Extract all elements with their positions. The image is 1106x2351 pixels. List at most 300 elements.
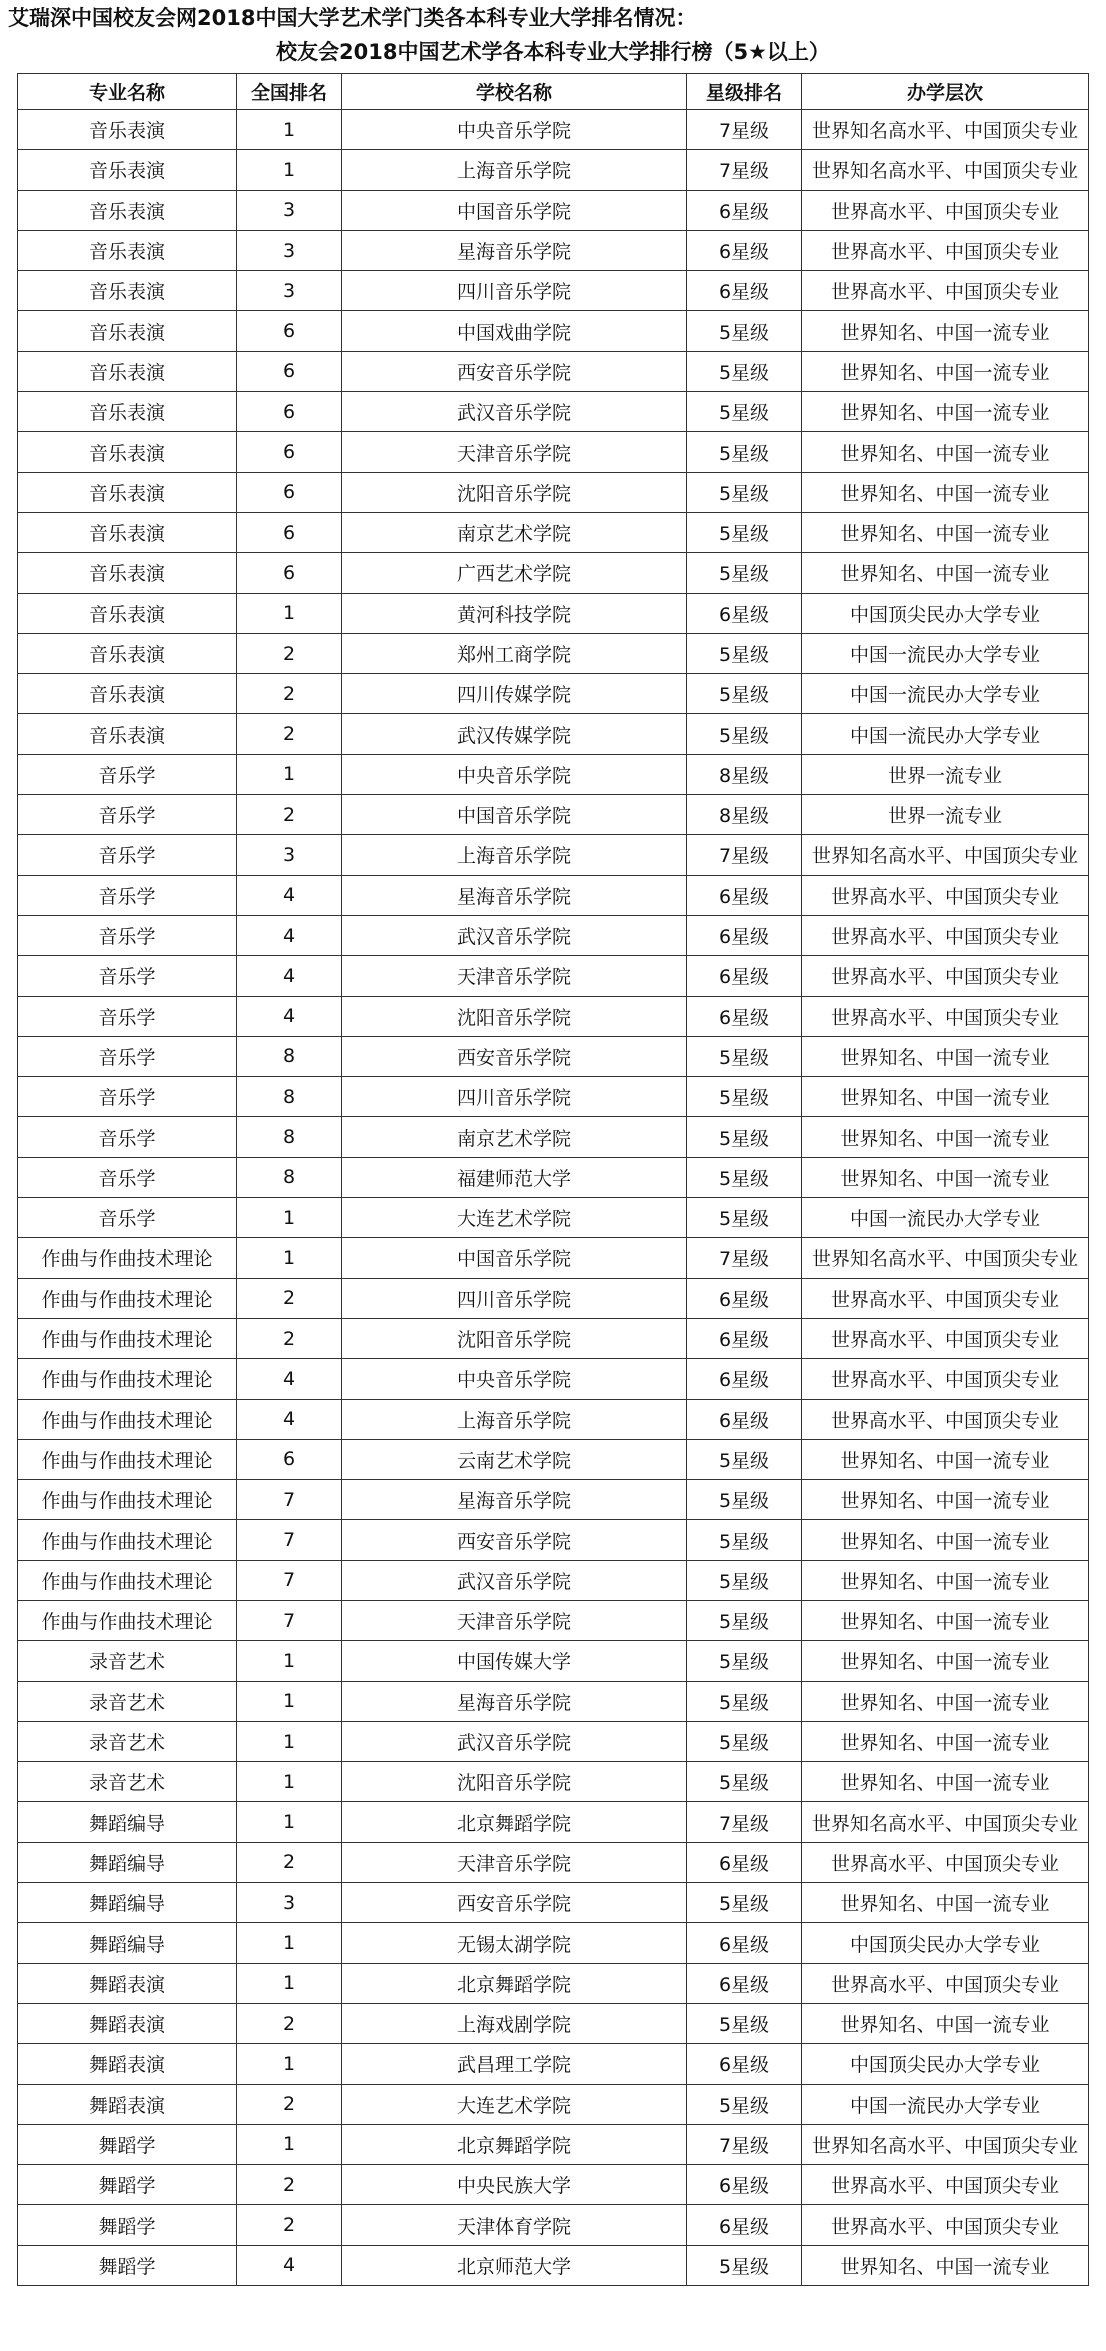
cell-major: 音乐表演 bbox=[18, 271, 237, 311]
cell-school: 中央音乐学院 bbox=[342, 754, 687, 794]
cell-major: 音乐学 bbox=[18, 1117, 237, 1157]
cell-major: 音乐学 bbox=[18, 1036, 237, 1076]
cell-school: 西安音乐学院 bbox=[342, 1883, 687, 1923]
table-row bbox=[18, 230, 1089, 270]
cell-level: 世界知名、中国一流专业 bbox=[802, 1077, 1089, 1117]
cell-school: 上海戏剧学院 bbox=[342, 2003, 687, 2043]
cell-level: 世界高水平、中国顶尖专业 bbox=[802, 1842, 1089, 1882]
cell-school: 天津音乐学院 bbox=[342, 956, 687, 996]
table-row bbox=[18, 1480, 1089, 1520]
cell-major: 作曲与作曲技术理论 bbox=[18, 1600, 237, 1640]
cell-school: 沈阳音乐学院 bbox=[342, 1762, 687, 1802]
cell-major: 音乐表演 bbox=[18, 392, 237, 432]
cell-star-rank: 5星级 bbox=[687, 1641, 802, 1681]
cell-star-rank: 6星级 bbox=[687, 1963, 802, 2003]
cell-level: 世界知名、中国一流专业 bbox=[802, 392, 1089, 432]
cell-major: 音乐表演 bbox=[18, 351, 237, 391]
cell-star-rank: 5星级 bbox=[687, 1681, 802, 1721]
cell-school: 中国传媒大学 bbox=[342, 1641, 687, 1681]
cell-star-rank: 7星级 bbox=[687, 150, 802, 190]
cell-national-rank: 2 bbox=[237, 795, 342, 835]
cell-star-rank: 6星级 bbox=[687, 190, 802, 230]
cell-major: 音乐表演 bbox=[18, 593, 237, 633]
cell-major: 音乐学 bbox=[18, 1198, 237, 1238]
cell-school: 天津音乐学院 bbox=[342, 432, 687, 472]
cell-star-rank: 5星级 bbox=[687, 392, 802, 432]
cell-major: 音乐表演 bbox=[18, 553, 237, 593]
cell-national-rank: 4 bbox=[237, 875, 342, 915]
cell-star-rank: 6星级 bbox=[687, 996, 802, 1036]
cell-school: 上海音乐学院 bbox=[342, 1399, 687, 1439]
cell-school: 沈阳音乐学院 bbox=[342, 996, 687, 1036]
cell-school: 南京艺术学院 bbox=[342, 512, 687, 552]
cell-national-rank: 4 bbox=[237, 915, 342, 955]
cell-major: 音乐学 bbox=[18, 754, 237, 794]
cell-star-rank: 6星级 bbox=[687, 271, 802, 311]
cell-national-rank: 8 bbox=[237, 1157, 342, 1197]
table-row bbox=[18, 1520, 1089, 1560]
table-row bbox=[18, 351, 1089, 391]
cell-major: 舞蹈表演 bbox=[18, 2044, 237, 2084]
cell-major: 音乐表演 bbox=[18, 674, 237, 714]
cell-school: 中央音乐学院 bbox=[342, 1359, 687, 1399]
table-row bbox=[18, 795, 1089, 835]
cell-national-rank: 8 bbox=[237, 1036, 342, 1076]
cell-national-rank: 1 bbox=[237, 110, 342, 150]
cell-level: 世界知名、中国一流专业 bbox=[802, 1721, 1089, 1761]
cell-national-rank: 2 bbox=[237, 714, 342, 754]
cell-level: 世界高水平、中国顶尖专业 bbox=[802, 2165, 1089, 2205]
cell-school: 云南艺术学院 bbox=[342, 1439, 687, 1479]
table-row bbox=[18, 2245, 1089, 2285]
cell-national-rank: 1 bbox=[237, 2044, 342, 2084]
cell-national-rank: 6 bbox=[237, 512, 342, 552]
table-row bbox=[18, 2044, 1089, 2084]
cell-national-rank: 2 bbox=[237, 674, 342, 714]
cell-major: 舞蹈编导 bbox=[18, 1923, 237, 1963]
cell-school: 四川传媒学院 bbox=[342, 674, 687, 714]
cell-school: 中央民族大学 bbox=[342, 2165, 687, 2205]
cell-major: 作曲与作曲技术理论 bbox=[18, 1399, 237, 1439]
cell-level: 世界知名、中国一流专业 bbox=[802, 1762, 1089, 1802]
cell-major: 舞蹈编导 bbox=[18, 1842, 237, 1882]
cell-star-rank: 6星级 bbox=[687, 1318, 802, 1358]
cell-level: 世界知名、中国一流专业 bbox=[802, 1480, 1089, 1520]
cell-star-rank: 6星级 bbox=[687, 1842, 802, 1882]
cell-star-rank: 8星级 bbox=[687, 754, 802, 794]
table-row bbox=[18, 150, 1089, 190]
cell-major: 音乐表演 bbox=[18, 432, 237, 472]
cell-school: 中央音乐学院 bbox=[342, 110, 687, 150]
cell-level: 世界高水平、中国顶尖专业 bbox=[802, 1278, 1089, 1318]
header-national-rank: 全国排名 bbox=[237, 74, 342, 110]
table-row bbox=[18, 633, 1089, 673]
table-row bbox=[18, 110, 1089, 150]
cell-school: 沈阳音乐学院 bbox=[342, 472, 687, 512]
cell-major: 音乐表演 bbox=[18, 110, 237, 150]
cell-major: 音乐表演 bbox=[18, 150, 237, 190]
cell-star-rank: 5星级 bbox=[687, 512, 802, 552]
cell-national-rank: 1 bbox=[237, 1721, 342, 1761]
table-row bbox=[18, 1359, 1089, 1399]
cell-major: 音乐表演 bbox=[18, 472, 237, 512]
cell-school: 南京艺术学院 bbox=[342, 1117, 687, 1157]
cell-level: 世界高水平、中国顶尖专业 bbox=[802, 875, 1089, 915]
cell-level: 世界知名、中国一流专业 bbox=[802, 1157, 1089, 1197]
cell-major: 作曲与作曲技术理论 bbox=[18, 1480, 237, 1520]
table-row bbox=[18, 472, 1089, 512]
cell-national-rank: 7 bbox=[237, 1560, 342, 1600]
cell-major: 音乐表演 bbox=[18, 311, 237, 351]
table-row bbox=[18, 996, 1089, 1036]
cell-major: 舞蹈表演 bbox=[18, 1963, 237, 2003]
table-row bbox=[18, 956, 1089, 996]
cell-major: 作曲与作曲技术理论 bbox=[18, 1238, 237, 1278]
cell-major: 音乐学 bbox=[18, 875, 237, 915]
table-row bbox=[18, 1923, 1089, 1963]
cell-national-rank: 1 bbox=[237, 1802, 342, 1842]
cell-school: 北京舞蹈学院 bbox=[342, 1963, 687, 2003]
cell-level: 世界知名高水平、中国顶尖专业 bbox=[802, 2124, 1089, 2164]
table-row bbox=[18, 1399, 1089, 1439]
cell-level: 世界知名、中国一流专业 bbox=[802, 1560, 1089, 1600]
cell-level: 世界知名、中国一流专业 bbox=[802, 311, 1089, 351]
cell-school: 上海音乐学院 bbox=[342, 835, 687, 875]
cell-star-rank: 6星级 bbox=[687, 915, 802, 955]
cell-star-rank: 5星级 bbox=[687, 714, 802, 754]
table-row bbox=[18, 432, 1089, 472]
cell-star-rank: 5星级 bbox=[687, 1520, 802, 1560]
cell-level: 世界知名、中国一流专业 bbox=[802, 2003, 1089, 2043]
cell-major: 舞蹈学 bbox=[18, 2165, 237, 2205]
cell-national-rank: 8 bbox=[237, 1077, 342, 1117]
cell-national-rank: 1 bbox=[237, 1641, 342, 1681]
cell-national-rank: 6 bbox=[237, 351, 342, 391]
cell-major: 音乐学 bbox=[18, 1157, 237, 1197]
cell-school: 西安音乐学院 bbox=[342, 1520, 687, 1560]
cell-national-rank: 1 bbox=[237, 1963, 342, 2003]
cell-star-rank: 7星级 bbox=[687, 1238, 802, 1278]
cell-level: 世界高水平、中国顶尖专业 bbox=[802, 2205, 1089, 2245]
table-row bbox=[18, 1883, 1089, 1923]
table-row bbox=[18, 754, 1089, 794]
cell-school: 广西艺术学院 bbox=[342, 553, 687, 593]
cell-major: 音乐学 bbox=[18, 996, 237, 1036]
cell-national-rank: 2 bbox=[237, 633, 342, 673]
cell-level: 世界知名、中国一流专业 bbox=[802, 1036, 1089, 1076]
cell-level: 世界一流专业 bbox=[802, 754, 1089, 794]
cell-major: 作曲与作曲技术理论 bbox=[18, 1520, 237, 1560]
cell-school: 中国音乐学院 bbox=[342, 190, 687, 230]
table-row bbox=[18, 1842, 1089, 1882]
cell-star-rank: 5星级 bbox=[687, 633, 802, 673]
cell-level: 世界知名、中国一流专业 bbox=[802, 1439, 1089, 1479]
table-row bbox=[18, 2084, 1089, 2124]
cell-major: 作曲与作曲技术理论 bbox=[18, 1560, 237, 1600]
cell-school: 郑州工商学院 bbox=[342, 633, 687, 673]
table-row bbox=[18, 714, 1089, 754]
table-row bbox=[18, 1157, 1089, 1197]
cell-level: 世界一流专业 bbox=[802, 795, 1089, 835]
table-row bbox=[18, 1762, 1089, 1802]
table-row bbox=[18, 1238, 1089, 1278]
cell-school: 无锡太湖学院 bbox=[342, 1923, 687, 1963]
cell-school: 武汉音乐学院 bbox=[342, 1560, 687, 1600]
cell-star-rank: 6星级 bbox=[687, 1923, 802, 1963]
cell-national-rank: 2 bbox=[237, 2165, 342, 2205]
cell-national-rank: 7 bbox=[237, 1600, 342, 1640]
cell-major: 音乐学 bbox=[18, 1077, 237, 1117]
cell-level: 世界知名、中国一流专业 bbox=[802, 1520, 1089, 1560]
cell-level: 中国一流民办大学专业 bbox=[802, 633, 1089, 673]
cell-national-rank: 4 bbox=[237, 996, 342, 1036]
cell-major: 音乐学 bbox=[18, 795, 237, 835]
cell-national-rank: 4 bbox=[237, 1359, 342, 1399]
cell-star-rank: 5星级 bbox=[687, 1036, 802, 1076]
cell-star-rank: 5星级 bbox=[687, 2245, 802, 2285]
table-row bbox=[18, 1802, 1089, 1842]
cell-level: 世界知名、中国一流专业 bbox=[802, 553, 1089, 593]
cell-star-rank: 6星级 bbox=[687, 1278, 802, 1318]
cell-level: 中国一流民办大学专业 bbox=[802, 1198, 1089, 1238]
cell-major: 录音艺术 bbox=[18, 1681, 237, 1721]
cell-star-rank: 5星级 bbox=[687, 1117, 802, 1157]
table-row bbox=[18, 190, 1089, 230]
cell-level: 世界高水平、中国顶尖专业 bbox=[802, 271, 1089, 311]
cell-level: 世界知名、中国一流专业 bbox=[802, 2245, 1089, 2285]
cell-school: 武汉传媒学院 bbox=[342, 714, 687, 754]
header-star-rank: 星级排名 bbox=[687, 74, 802, 110]
table-row bbox=[18, 1318, 1089, 1358]
table-row bbox=[18, 1600, 1089, 1640]
cell-star-rank: 8星级 bbox=[687, 795, 802, 835]
cell-major: 音乐学 bbox=[18, 956, 237, 996]
cell-level: 世界知名高水平、中国顶尖专业 bbox=[802, 835, 1089, 875]
table-header-row bbox=[18, 74, 1089, 110]
cell-school: 黄河科技学院 bbox=[342, 593, 687, 633]
cell-school: 沈阳音乐学院 bbox=[342, 1318, 687, 1358]
cell-star-rank: 5星级 bbox=[687, 553, 802, 593]
cell-national-rank: 1 bbox=[237, 1198, 342, 1238]
cell-star-rank: 6星级 bbox=[687, 1359, 802, 1399]
cell-major: 音乐表演 bbox=[18, 512, 237, 552]
cell-star-rank: 5星级 bbox=[687, 1480, 802, 1520]
cell-level: 中国顶尖民办大学专业 bbox=[802, 1923, 1089, 1963]
cell-star-rank: 5星级 bbox=[687, 1157, 802, 1197]
cell-level: 世界知名、中国一流专业 bbox=[802, 1883, 1089, 1923]
table-row bbox=[18, 875, 1089, 915]
table-row bbox=[18, 1077, 1089, 1117]
cell-level: 中国一流民办大学专业 bbox=[802, 2084, 1089, 2124]
cell-star-rank: 6星级 bbox=[687, 2205, 802, 2245]
cell-major: 录音艺术 bbox=[18, 1641, 237, 1681]
cell-star-rank: 7星级 bbox=[687, 1802, 802, 1842]
cell-star-rank: 6星级 bbox=[687, 875, 802, 915]
cell-national-rank: 3 bbox=[237, 230, 342, 270]
cell-national-rank: 8 bbox=[237, 1117, 342, 1157]
header-school: 学校名称 bbox=[342, 74, 687, 110]
table-row bbox=[18, 1117, 1089, 1157]
cell-level: 世界高水平、中国顶尖专业 bbox=[802, 1399, 1089, 1439]
cell-star-rank: 5星级 bbox=[687, 2084, 802, 2124]
table-row bbox=[18, 674, 1089, 714]
cell-national-rank: 1 bbox=[237, 1238, 342, 1278]
cell-star-rank: 5星级 bbox=[687, 472, 802, 512]
cell-school: 西安音乐学院 bbox=[342, 351, 687, 391]
cell-school: 天津体育学院 bbox=[342, 2205, 687, 2245]
cell-star-rank: 6星级 bbox=[687, 1399, 802, 1439]
cell-level: 世界高水平、中国顶尖专业 bbox=[802, 996, 1089, 1036]
cell-star-rank: 5星级 bbox=[687, 351, 802, 391]
cell-star-rank: 6星级 bbox=[687, 2165, 802, 2205]
cell-school: 四川音乐学院 bbox=[342, 1077, 687, 1117]
cell-school: 武昌理工学院 bbox=[342, 2044, 687, 2084]
cell-national-rank: 6 bbox=[237, 432, 342, 472]
cell-major: 舞蹈表演 bbox=[18, 2084, 237, 2124]
cell-national-rank: 2 bbox=[237, 1318, 342, 1358]
cell-school: 武汉音乐学院 bbox=[342, 915, 687, 955]
cell-major: 作曲与作曲技术理论 bbox=[18, 1318, 237, 1358]
cell-school: 中国戏曲学院 bbox=[342, 311, 687, 351]
table-row bbox=[18, 1278, 1089, 1318]
table-row bbox=[18, 2003, 1089, 2043]
cell-level: 世界知名高水平、中国顶尖专业 bbox=[802, 110, 1089, 150]
cell-school: 星海音乐学院 bbox=[342, 875, 687, 915]
cell-national-rank: 3 bbox=[237, 835, 342, 875]
cell-school: 星海音乐学院 bbox=[342, 1480, 687, 1520]
table-row bbox=[18, 392, 1089, 432]
cell-national-rank: 1 bbox=[237, 754, 342, 794]
cell-national-rank: 7 bbox=[237, 1480, 342, 1520]
cell-major: 舞蹈编导 bbox=[18, 1802, 237, 1842]
table-title: 校友会2018中国艺术学各本科专业大学排行榜（5★以上） bbox=[276, 40, 830, 64]
cell-major: 音乐表演 bbox=[18, 190, 237, 230]
cell-level: 世界知名、中国一流专业 bbox=[802, 472, 1089, 512]
cell-major: 作曲与作曲技术理论 bbox=[18, 1359, 237, 1399]
cell-national-rank: 1 bbox=[237, 1681, 342, 1721]
cell-level: 世界高水平、中国顶尖专业 bbox=[802, 915, 1089, 955]
cell-level: 中国顶尖民办大学专业 bbox=[802, 593, 1089, 633]
table-row bbox=[18, 1036, 1089, 1076]
cell-star-rank: 6星级 bbox=[687, 593, 802, 633]
cell-school: 北京舞蹈学院 bbox=[342, 1802, 687, 1842]
cell-level: 世界高水平、中国顶尖专业 bbox=[802, 1318, 1089, 1358]
cell-star-rank: 5星级 bbox=[687, 1762, 802, 1802]
cell-level: 世界高水平、中国顶尖专业 bbox=[802, 230, 1089, 270]
cell-star-rank: 6星级 bbox=[687, 2044, 802, 2084]
cell-school: 大连艺术学院 bbox=[342, 2084, 687, 2124]
cell-school: 星海音乐学院 bbox=[342, 230, 687, 270]
table-row bbox=[18, 311, 1089, 351]
cell-star-rank: 5星级 bbox=[687, 1600, 802, 1640]
cell-level: 世界知名、中国一流专业 bbox=[802, 351, 1089, 391]
cell-major: 音乐表演 bbox=[18, 633, 237, 673]
cell-school: 北京师范大学 bbox=[342, 2245, 687, 2285]
cell-national-rank: 6 bbox=[237, 392, 342, 432]
table-row bbox=[18, 835, 1089, 875]
cell-major: 舞蹈学 bbox=[18, 2245, 237, 2285]
cell-star-rank: 7星级 bbox=[687, 835, 802, 875]
cell-major: 录音艺术 bbox=[18, 1762, 237, 1802]
cell-national-rank: 1 bbox=[237, 150, 342, 190]
cell-school: 武汉音乐学院 bbox=[342, 1721, 687, 1761]
cell-level: 世界知名、中国一流专业 bbox=[802, 1600, 1089, 1640]
cell-level: 世界高水平、中国顶尖专业 bbox=[802, 1359, 1089, 1399]
cell-national-rank: 1 bbox=[237, 1923, 342, 1963]
cell-level: 世界高水平、中国顶尖专业 bbox=[802, 190, 1089, 230]
cell-star-rank: 5星级 bbox=[687, 311, 802, 351]
cell-school: 福建师范大学 bbox=[342, 1157, 687, 1197]
cell-national-rank: 2 bbox=[237, 2205, 342, 2245]
table-row bbox=[18, 1641, 1089, 1681]
cell-national-rank: 3 bbox=[237, 190, 342, 230]
cell-star-rank: 6星级 bbox=[687, 230, 802, 270]
cell-school: 天津音乐学院 bbox=[342, 1600, 687, 1640]
table-row bbox=[18, 915, 1089, 955]
cell-level: 中国一流民办大学专业 bbox=[802, 674, 1089, 714]
cell-level: 世界高水平、中国顶尖专业 bbox=[802, 1963, 1089, 2003]
cell-star-rank: 5星级 bbox=[687, 2003, 802, 2043]
cell-level: 世界知名、中国一流专业 bbox=[802, 512, 1089, 552]
header-major: 专业名称 bbox=[18, 74, 237, 110]
cell-major: 舞蹈编导 bbox=[18, 1883, 237, 1923]
cell-level: 世界知名、中国一流专业 bbox=[802, 432, 1089, 472]
cell-school: 天津音乐学院 bbox=[342, 1842, 687, 1882]
table-body bbox=[18, 110, 1089, 2286]
header-level: 办学层次 bbox=[802, 74, 1089, 110]
cell-star-rank: 5星级 bbox=[687, 1883, 802, 1923]
table-row bbox=[18, 1560, 1089, 1600]
cell-star-rank: 5星级 bbox=[687, 674, 802, 714]
cell-level: 世界知名高水平、中国顶尖专业 bbox=[802, 150, 1089, 190]
cell-national-rank: 1 bbox=[237, 2124, 342, 2164]
cell-school: 四川音乐学院 bbox=[342, 271, 687, 311]
table-row bbox=[18, 2205, 1089, 2245]
cell-star-rank: 5星级 bbox=[687, 432, 802, 472]
cell-star-rank: 5星级 bbox=[687, 1198, 802, 1238]
cell-level: 世界知名、中国一流专业 bbox=[802, 1681, 1089, 1721]
page-title: 艾瑞深中国校友会网2018中国大学艺术学门类各本科专业大学排名情况： bbox=[8, 6, 697, 30]
cell-national-rank: 2 bbox=[237, 2003, 342, 2043]
cell-national-rank: 3 bbox=[237, 271, 342, 311]
cell-level: 中国一流民办大学专业 bbox=[802, 714, 1089, 754]
cell-national-rank: 4 bbox=[237, 956, 342, 996]
cell-star-rank: 5星级 bbox=[687, 1721, 802, 1761]
cell-star-rank: 5星级 bbox=[687, 1560, 802, 1600]
cell-major: 音乐学 bbox=[18, 915, 237, 955]
cell-national-rank: 1 bbox=[237, 1762, 342, 1802]
cell-national-rank: 6 bbox=[237, 553, 342, 593]
cell-major: 作曲与作曲技术理论 bbox=[18, 1278, 237, 1318]
cell-level: 中国顶尖民办大学专业 bbox=[802, 2044, 1089, 2084]
cell-national-rank: 1 bbox=[237, 593, 342, 633]
cell-level: 世界知名高水平、中国顶尖专业 bbox=[802, 1238, 1089, 1278]
cell-star-rank: 6星级 bbox=[687, 956, 802, 996]
table-row bbox=[18, 1198, 1089, 1238]
cell-star-rank: 5星级 bbox=[687, 1077, 802, 1117]
table-row bbox=[18, 512, 1089, 552]
table-row bbox=[18, 2165, 1089, 2205]
cell-national-rank: 6 bbox=[237, 1439, 342, 1479]
cell-national-rank: 6 bbox=[237, 311, 342, 351]
cell-major: 作曲与作曲技术理论 bbox=[18, 1439, 237, 1479]
cell-star-rank: 5星级 bbox=[687, 1439, 802, 1479]
cell-major: 音乐表演 bbox=[18, 230, 237, 270]
cell-national-rank: 2 bbox=[237, 2084, 342, 2124]
cell-major: 舞蹈学 bbox=[18, 2124, 237, 2164]
table-row bbox=[18, 271, 1089, 311]
cell-national-rank: 3 bbox=[237, 1883, 342, 1923]
